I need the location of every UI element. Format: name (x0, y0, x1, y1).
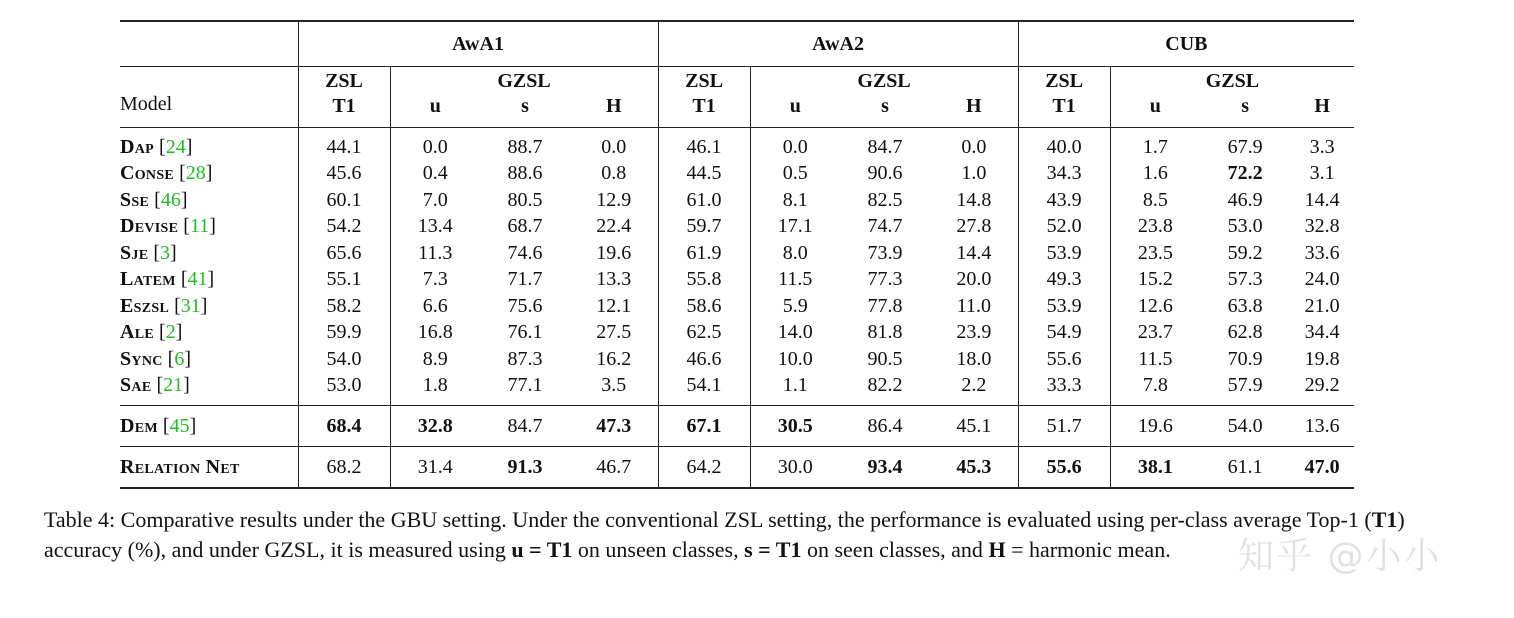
value-cell: 43.9 (1018, 187, 1110, 214)
gzsl-header-awa2: GZSL (750, 67, 1018, 94)
value-cell: 57.3 (1227, 268, 1263, 291)
table-row (120, 187, 1354, 214)
h-header-awa1: H (605, 95, 622, 117)
value-cell: 23.7 (1110, 320, 1200, 347)
value-cell: 0.0 (570, 128, 658, 161)
model-name: Sse (120, 188, 150, 211)
value-cell: 7.3 (390, 267, 480, 294)
model-name-cell: Sync [6] (120, 347, 191, 370)
value-cell: 21.0 (1304, 294, 1340, 317)
value-cell: 0.0 (390, 128, 480, 161)
value-cell: 3.3 (1290, 128, 1354, 161)
value-cell: 88.7 (480, 128, 570, 161)
model-name-cell: Latem [41] (120, 268, 215, 291)
caption-t1: T1 (1371, 507, 1398, 532)
value-cell: 19.6 (1110, 406, 1200, 447)
value-cell: 84.7 (480, 406, 570, 447)
value-cell: 1.0 (961, 162, 987, 185)
value-cell: 19.8 (1304, 347, 1340, 370)
value-cell: 87.3 (507, 347, 543, 370)
value-cell: 81.8 (867, 321, 903, 344)
value-cell: 55.1 (298, 267, 390, 294)
value-cell: 23.8 (1110, 214, 1200, 241)
value-cell: 49.3 (1018, 267, 1110, 294)
value-cell: 91.3 (480, 447, 570, 489)
citation-link[interactable]: 31 (180, 294, 201, 317)
value-cell: 45.1 (930, 406, 1018, 447)
value-cell: 38.1 (1110, 447, 1200, 489)
model-name: Conse (120, 162, 175, 185)
value-cell: 55.8 (658, 267, 750, 294)
value-cell: 40.0 (1018, 128, 1110, 161)
value-cell: 54.1 (658, 373, 750, 406)
value-cell: 62.8 (1227, 321, 1263, 344)
value-cell: 61.9 (658, 240, 750, 267)
value-cell: 31.4 (390, 447, 480, 489)
citation-link[interactable]: 24 (165, 135, 186, 158)
value-cell: 46.9 (1227, 188, 1263, 211)
value-cell: 12.9 (596, 188, 632, 211)
value-cell: 11.0 (956, 294, 991, 317)
value-cell: 10.0 (750, 346, 840, 373)
value-cell: 46.7 (570, 447, 658, 489)
value-cell: 59.9 (298, 320, 390, 347)
value-cell: 14.4 (1304, 188, 1340, 211)
dataset-header-awa2: AwA2 (658, 21, 1018, 67)
value-cell: 30.0 (750, 447, 840, 489)
gzsl-header-awa1: GZSL (390, 67, 658, 94)
value-cell: 68.4 (298, 406, 390, 447)
table-row (120, 128, 1354, 161)
value-cell: 55.6 (1018, 346, 1110, 373)
value-cell: 0.0 (750, 128, 840, 161)
value-cell: 2.2 (961, 374, 987, 397)
value-cell: 53.0 (298, 373, 390, 406)
caption-s-eq: s = T1 (744, 537, 802, 562)
value-cell: 64.2 (658, 447, 750, 489)
table-row (120, 214, 1354, 241)
header-blank (120, 67, 298, 94)
value-cell: 71.7 (507, 268, 543, 291)
value-cell: 23.5 (1110, 240, 1200, 267)
t1-header-awa2: T1 (658, 93, 750, 128)
value-cell: 17.1 (750, 214, 840, 241)
value-cell: 82.2 (867, 374, 903, 397)
caption-part-3: on unseen classes, (572, 537, 745, 562)
model-name: Relation Net (120, 455, 240, 478)
citation-link[interactable]: 28 (185, 162, 206, 185)
citation-link[interactable]: 41 (187, 268, 208, 291)
caption-part-2: ) accuracy (%), and under GZSL, it is measured using (44, 507, 1405, 562)
model-name-cell: Eszsl [31] (120, 294, 208, 317)
value-cell: 55.6 (1018, 447, 1110, 489)
value-cell: 44.5 (658, 161, 750, 188)
t1-header-awa1: T1 (298, 93, 390, 128)
value-cell: 32.8 (390, 406, 480, 447)
value-cell: 45.3 (930, 447, 1018, 489)
value-cell: 15.2 (1110, 267, 1200, 294)
model-name-cell: Dap [24] (120, 128, 298, 161)
caption-part-4: on seen classes, and (801, 537, 989, 562)
value-cell: 16.2 (596, 347, 632, 370)
value-cell: 1.1 (750, 373, 840, 406)
value-cell: 86.4 (840, 406, 930, 447)
table-row (120, 373, 1354, 406)
value-cell: 77.8 (867, 294, 903, 317)
u-header-awa1: u (390, 93, 480, 128)
value-cell: 82.5 (867, 188, 903, 211)
value-cell: 3.1 (1309, 162, 1335, 185)
value-cell: 44.1 (298, 128, 390, 161)
gzsl-header-cub: GZSL (1110, 67, 1354, 94)
results-table (120, 20, 1354, 489)
value-cell: 58.2 (298, 293, 390, 320)
value-cell: 68.7 (507, 215, 543, 238)
zsl-header-cub: ZSL (1018, 67, 1110, 94)
u-header-cub: u (1110, 93, 1200, 128)
value-cell: 11.3 (390, 240, 480, 267)
value-cell: 12.6 (1110, 293, 1200, 320)
value-cell: 51.7 (1018, 406, 1110, 447)
value-cell: 7.0 (390, 187, 480, 214)
value-cell: 70.9 (1227, 347, 1263, 370)
model-name: Ale (120, 321, 155, 344)
table-row (120, 267, 1354, 294)
value-cell: 47.0 (1290, 447, 1354, 489)
setting-header-row (120, 67, 1354, 94)
value-cell: 46.1 (658, 128, 750, 161)
value-cell: 88.6 (507, 162, 543, 185)
value-cell: 60.1 (298, 187, 390, 214)
value-cell: 54.2 (298, 214, 390, 241)
results-table-container (120, 20, 1354, 489)
value-cell: 0.8 (601, 162, 627, 185)
value-cell: 5.9 (750, 293, 840, 320)
table-row-relation-net (120, 447, 1354, 489)
value-cell: 80.5 (507, 188, 543, 211)
model-header: Model (120, 93, 173, 115)
value-cell: 6.6 (390, 293, 480, 320)
zsl-header-awa2: ZSL (658, 67, 750, 94)
value-cell: 16.8 (390, 320, 480, 347)
table-caption (44, 505, 1434, 565)
model-name-cell (120, 447, 298, 489)
value-cell: 0.5 (750, 161, 840, 188)
value-cell: 72.2 (1227, 162, 1263, 185)
value-cell: 54.0 (1200, 406, 1290, 447)
value-cell: 13.4 (390, 214, 480, 241)
value-cell: 76.1 (507, 321, 543, 344)
value-cell: 30.5 (750, 406, 840, 447)
model-name: Eszsl (120, 294, 170, 317)
value-cell: 23.9 (956, 321, 992, 344)
value-cell: 53.9 (1018, 240, 1110, 267)
value-cell: 20.0 (956, 268, 992, 291)
model-name-cell: Devise [11] (120, 215, 216, 238)
caption-part-1: Table 4: Comparative results under the GBU setting. Under the conventional ZSL setting, the performance is evaluated using per-class average Top-1 ( (44, 507, 1372, 532)
value-cell: 63.8 (1227, 294, 1263, 317)
citation-link[interactable]: 21 (163, 374, 184, 397)
citation-link[interactable]: 6 (174, 347, 185, 370)
value-cell: 24.0 (1304, 268, 1340, 291)
model-name-cell: Sse [46] (120, 188, 188, 211)
value-cell: 67.9 (1200, 128, 1290, 161)
caption-part-5: = harmonic mean. (1005, 537, 1171, 562)
dataset-header-row (120, 21, 1354, 67)
value-cell: 47.3 (570, 406, 658, 447)
value-cell: 14.4 (956, 241, 992, 264)
value-cell: 67.1 (658, 406, 750, 447)
table-row (120, 161, 1354, 188)
value-cell: 74.7 (867, 215, 903, 238)
zsl-header-awa1: ZSL (298, 67, 390, 94)
value-cell: 77.1 (507, 374, 543, 397)
model-name: Sync (120, 347, 163, 370)
value-cell: 0.4 (390, 161, 480, 188)
model-name: Dem (120, 414, 158, 437)
value-cell: 1.8 (390, 373, 480, 406)
value-cell: 65.6 (298, 240, 390, 267)
value-cell: 58.6 (658, 293, 750, 320)
value-cell: 73.9 (867, 241, 903, 264)
value-cell: 54.9 (1018, 320, 1110, 347)
table-row (120, 346, 1354, 373)
model-name: Dap (120, 135, 155, 158)
citation-link[interactable]: 3 (160, 241, 171, 264)
s-header-awa1: s (521, 95, 529, 117)
value-cell: 8.0 (750, 240, 840, 267)
value-cell: 34.4 (1304, 321, 1340, 344)
model-name-cell: Ale [2] (120, 321, 183, 344)
value-cell: 8.9 (390, 346, 480, 373)
model-name-cell: Sae [21] (120, 374, 190, 397)
table-row (120, 320, 1354, 347)
citation-link[interactable]: 2 (165, 321, 176, 344)
value-cell: 75.6 (507, 294, 543, 317)
s-header-awa2: s (881, 95, 889, 117)
value-cell: 57.9 (1227, 374, 1263, 397)
value-cell: 12.1 (596, 294, 632, 317)
metric-header-row (120, 93, 1354, 128)
model-name: Devise (120, 215, 179, 238)
value-cell: 1.6 (1110, 161, 1200, 188)
value-cell: 1.7 (1110, 128, 1200, 161)
value-cell: 19.6 (596, 241, 632, 264)
value-cell: 52.0 (1018, 214, 1110, 241)
value-cell: 90.6 (867, 162, 903, 185)
model-name: Latem (120, 268, 176, 291)
value-cell: 0.0 (930, 128, 1018, 161)
value-cell: 13.3 (596, 268, 632, 291)
value-cell: 68.2 (298, 447, 390, 489)
value-cell: 14.0 (750, 320, 840, 347)
value-cell: 59.2 (1227, 241, 1263, 264)
caption-h: H (988, 537, 1006, 562)
value-cell: 53.9 (1018, 293, 1110, 320)
watermark: 知乎 @小小 (1238, 536, 1442, 577)
value-cell: 8.1 (750, 187, 840, 214)
value-cell: 34.3 (1018, 161, 1110, 188)
model-name-cell: Conse [28] (120, 162, 213, 185)
value-cell: 13.6 (1290, 406, 1354, 447)
value-cell: 8.5 (1110, 187, 1200, 214)
value-cell: 59.7 (658, 214, 750, 241)
table-row-dem (120, 406, 1354, 447)
h-header-awa2: H (966, 95, 982, 117)
model-name-cell: Sje [3] (120, 241, 177, 264)
model-name: Sje (120, 241, 149, 264)
value-cell: 11.5 (1110, 346, 1200, 373)
value-cell: 33.6 (1304, 241, 1340, 264)
model-name: Sae (120, 374, 152, 397)
value-cell: 27.8 (956, 215, 992, 238)
model-name-cell: Dem [45] (120, 406, 298, 447)
value-cell: 61.1 (1200, 447, 1290, 489)
value-cell: 62.5 (658, 320, 750, 347)
caption-u-eq: u = T1 (511, 537, 573, 562)
value-cell: 77.3 (867, 268, 903, 291)
value-cell: 93.4 (840, 447, 930, 489)
header-blank (120, 21, 298, 67)
value-cell: 7.8 (1110, 373, 1200, 406)
value-cell: 90.5 (867, 347, 903, 370)
table-row (120, 293, 1354, 320)
value-cell: 27.5 (596, 321, 632, 344)
value-cell: 53.0 (1227, 215, 1263, 238)
citation-link[interactable]: 45 (169, 414, 190, 437)
value-cell: 46.6 (658, 346, 750, 373)
dataset-header-cub: CUB (1018, 21, 1354, 67)
value-cell: 22.4 (596, 215, 632, 238)
value-cell: 11.5 (750, 267, 840, 294)
value-cell: 29.2 (1304, 374, 1340, 397)
value-cell: 32.8 (1304, 215, 1340, 238)
citation-link[interactable]: 11 (189, 215, 210, 238)
value-cell: 33.3 (1018, 373, 1110, 406)
value-cell: 74.6 (507, 241, 543, 264)
citation-link[interactable]: 46 (160, 188, 181, 211)
table-row (120, 240, 1354, 267)
value-cell: 61.0 (658, 187, 750, 214)
value-cell: 54.0 (298, 346, 390, 373)
u-header-awa2: u (750, 93, 840, 128)
value-cell: 14.8 (956, 188, 992, 211)
s-header-cub: s (1241, 95, 1249, 117)
dataset-header-awa1: AwA1 (298, 21, 658, 67)
value-cell: 84.7 (840, 128, 930, 161)
t1-header-cub: T1 (1018, 93, 1110, 128)
value-cell: 45.6 (298, 161, 390, 188)
value-cell: 3.5 (601, 374, 627, 397)
h-header-cub: H (1314, 95, 1330, 117)
value-cell: 18.0 (956, 347, 992, 370)
